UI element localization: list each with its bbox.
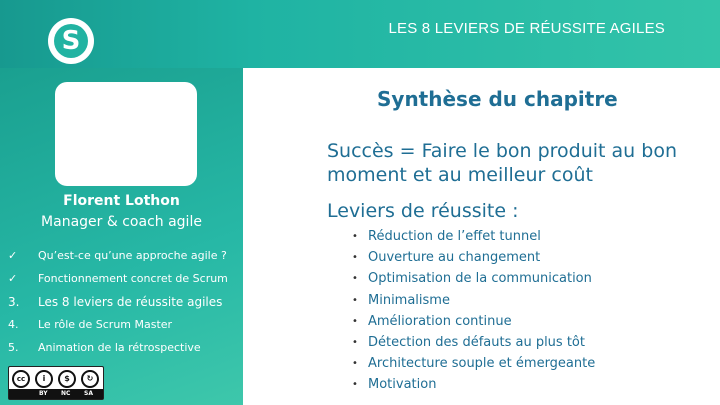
lever-item: • Réduction de l’effet tunnel <box>352 229 541 245</box>
levers-heading: Leviers de réussite : <box>327 200 519 222</box>
lever-item: • Détection des défauts au plus tôt <box>352 335 585 351</box>
creative-commons-badge[interactable] <box>8 366 104 400</box>
toc-item-label: Qu’est-ce qu’une approche agile ? <box>38 249 227 262</box>
checkmark-icon: ✓ <box>8 249 18 262</box>
toc-item-2[interactable] <box>8 267 240 290</box>
sharealike-icon: ↻ <box>81 370 99 388</box>
bullet-icon: • <box>352 315 358 327</box>
lever-item: • Amélioration continue <box>352 313 512 329</box>
toc-item-4[interactable] <box>8 313 240 336</box>
toc-item-5[interactable] <box>8 336 240 359</box>
bullet-icon: • <box>352 231 358 243</box>
bullet-icon: • <box>352 337 358 349</box>
chapter-title: Synthèse du chapitre <box>377 87 618 111</box>
toc-item-label: Le rôle de Scrum Master <box>38 318 173 331</box>
s-logo-icon: S <box>54 24 88 58</box>
lever-item: • Ouverture au changement <box>352 250 541 266</box>
bullet-icon: • <box>352 273 358 285</box>
lever-item: • Optimisation de la communication <box>352 271 592 287</box>
author-photo <box>55 82 197 186</box>
bullet-icon: • <box>352 379 358 391</box>
table-of-contents <box>8 244 240 359</box>
toc-item-label: Les 8 leviers de réussite agiles <box>38 294 223 309</box>
toc-item-3[interactable] <box>8 290 240 313</box>
bullet-icon: • <box>352 294 358 306</box>
lever-item: • Minimalisme <box>352 292 450 308</box>
toc-number: 4. <box>8 318 19 331</box>
sidebar <box>0 68 243 405</box>
toc-item-1[interactable] <box>8 244 240 267</box>
course-title: LES 8 LEVIERS DE RÉUSSITE AGILES <box>388 20 665 37</box>
bullet-icon: • <box>352 358 358 370</box>
toc-number: 5. <box>8 341 19 354</box>
checkmark-icon: ✓ <box>8 272 18 285</box>
lever-item: • Architecture souple et émergeante <box>352 356 596 372</box>
levers-list <box>352 226 595 396</box>
toc-number: 3. <box>8 294 20 309</box>
bullet-icon: • <box>352 252 358 264</box>
header-bar <box>0 0 720 68</box>
attribution-icon: i <box>35 370 53 388</box>
noncommercial-icon: $ <box>58 370 76 388</box>
creative-commons-icon: cc <box>12 370 30 388</box>
license-label-by: BY <box>39 390 48 397</box>
toc-item-label: Animation de la rétrospective <box>38 341 201 354</box>
license-label-sa: SA <box>84 390 93 397</box>
lever-item: • Motivation <box>352 377 437 393</box>
toc-item-label: Fonctionnement concret de Scrum <box>38 272 228 285</box>
license-label-nc: NC <box>61 390 71 397</box>
summary-text: Succès = Faire le bon produit au bon moment et au meilleur coût <box>327 140 677 186</box>
author-role: Manager & coach agile <box>41 214 202 230</box>
logo <box>48 18 94 64</box>
author-name: Florent Lothon <box>63 193 180 209</box>
